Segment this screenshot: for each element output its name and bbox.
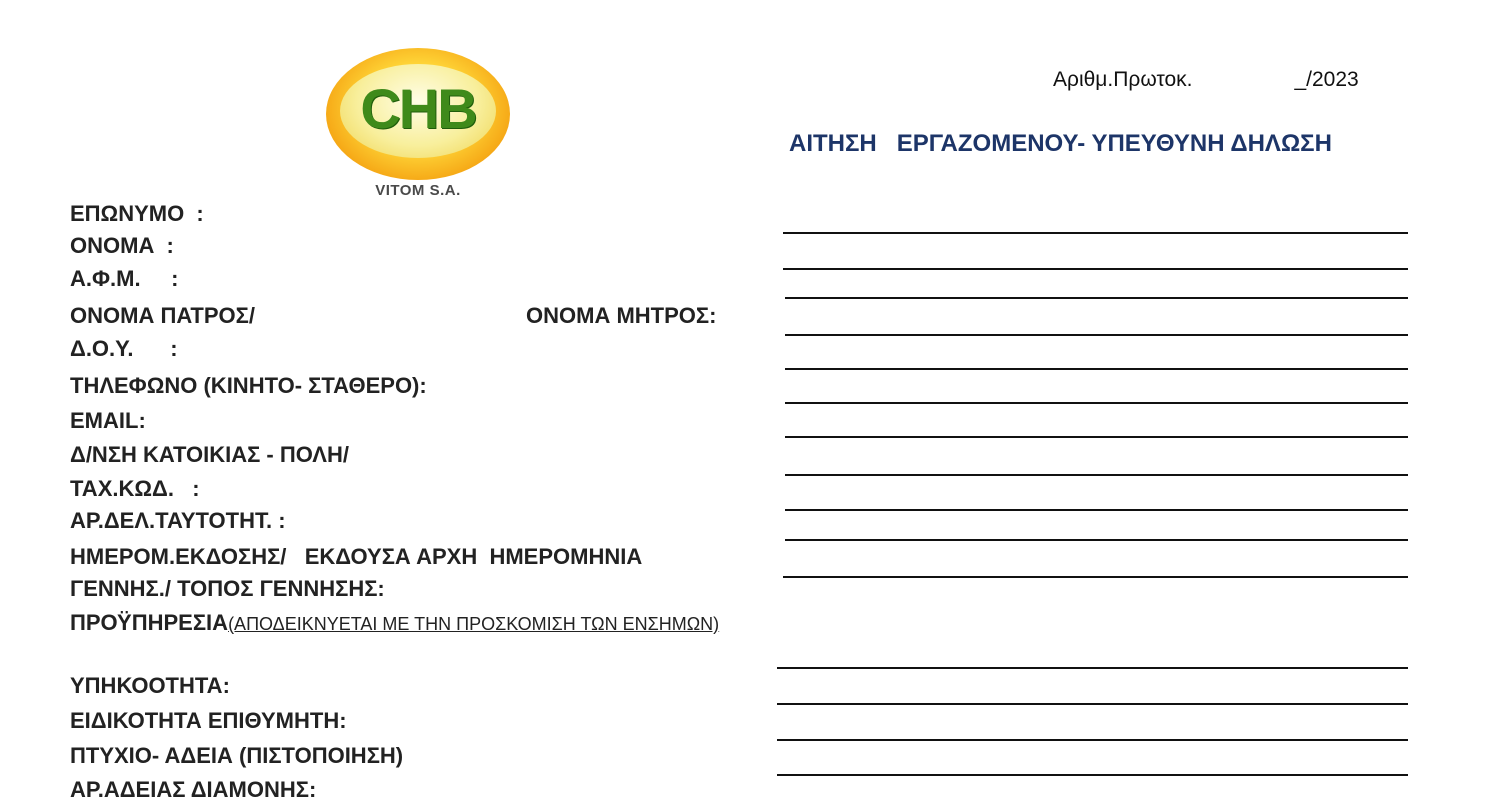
desired-specialty-label: ΕΙΔΙΚΟΤΗΤΑ ΕΠΙΘΥΜΗΤΗ: [70,708,347,733]
protocol-value: _/2023 [1294,68,1359,91]
phone-field-line[interactable] [785,402,1408,404]
protocol-label: Αριθμ.Πρωτοκ. [1053,68,1193,91]
experience-label [70,610,719,636]
surname-label: ΕΠΩΝΥΜΟ : [70,201,204,226]
specialty-field-line[interactable] [777,739,1408,741]
experience-field-line[interactable] [777,667,1408,669]
experience-title: ΠΡΟΫΠΗΡΕΣΙΑ [70,610,229,635]
company-logo [318,42,518,202]
logo-text: CHB [360,77,476,140]
phone-label: ΤΗΛΕΦΩΝΟ (ΚΙΝΗΤΟ- ΣΤΑΘΕΡΟ): [70,373,427,398]
form-title: ΑΙΤΗΣΗ ΕΡΓΑΖΟΜΕΝΟΥ- ΥΠΕΥΘΥΝΗ ΔΗΛΩΣΗ [789,130,1332,157]
doy-label: Δ.Ο.Υ. : [70,336,178,361]
name-label: ΟΝΟΜΑ : [70,233,174,258]
afm-field-line[interactable] [785,297,1408,299]
father-name-label: ΟΝΟΜΑ ΠΑΤΡΟΣ/ [70,303,255,328]
birth-date-place-label: ΓΕΝΝΗΣ./ ΤΟΠΟΣ ΓΕΝΝΗΣΗΣ: [70,576,385,601]
id-number-field-line[interactable] [785,539,1408,541]
issue-birth-field-line[interactable] [783,576,1408,578]
address-field-line[interactable] [785,474,1408,476]
id-number-label: ΑΡ.ΔΕΛ.ΤΑΥΤΟΤΗΤ. : [70,508,286,533]
afm-label: Α.Φ.Μ. : [70,266,179,291]
parents-field-line[interactable] [785,334,1408,336]
email-field-line[interactable] [785,436,1408,438]
degree-license-label: ΠΤΥΧΙΟ- ΑΔΕΙΑ (ΠΙΣΤΟΠΟΙΗΣΗ) [70,743,404,768]
mother-name-label: ΟΝΟΜΑ ΜΗΤΡΟΣ: [526,303,717,328]
cut-off-label: ΑΡ.ΑΔΕΙΑΣ ΔΙΑΜΟΝΗΣ: [70,777,317,802]
name-field-line[interactable] [783,268,1408,270]
email-label: EMAIL: [70,408,146,433]
citizenship-label: ΥΠΗΚΟΟΤΗΤΑ: [70,673,230,698]
protocol-number [1053,68,1359,92]
postal-code-field-line[interactable] [785,509,1408,511]
doy-field-line[interactable] [785,368,1408,370]
surname-field-line[interactable] [783,232,1408,234]
logo-subtitle: VITOM S.A. [375,182,461,199]
issue-date-authority-label: ΗΜΕΡΟΜ.ΕΚΔΟΣΗΣ/ ΕΚΔΟΥΣΑ ΑΡΧΗ ΗΜΕΡΟΜΗΝΙΑ [70,544,643,569]
postal-code-label: ΤΑΧ.ΚΩΔ. : [70,476,200,501]
degree-field-line[interactable] [777,774,1408,776]
address-label: Δ/ΝΣΗ ΚΑΤΟΙΚΙΑΣ - ΠΟΛΗ/ [70,442,349,467]
citizenship-field-line[interactable] [777,703,1408,705]
experience-note: (ΑΠΟΔΕΙΚΝΥΕΤΑΙ ΜΕ ΤΗΝ ΠΡΟΣΚΟΜΙΣΗ ΤΩΝ ΕΝΣΗΜΩΝ) [228,614,720,634]
